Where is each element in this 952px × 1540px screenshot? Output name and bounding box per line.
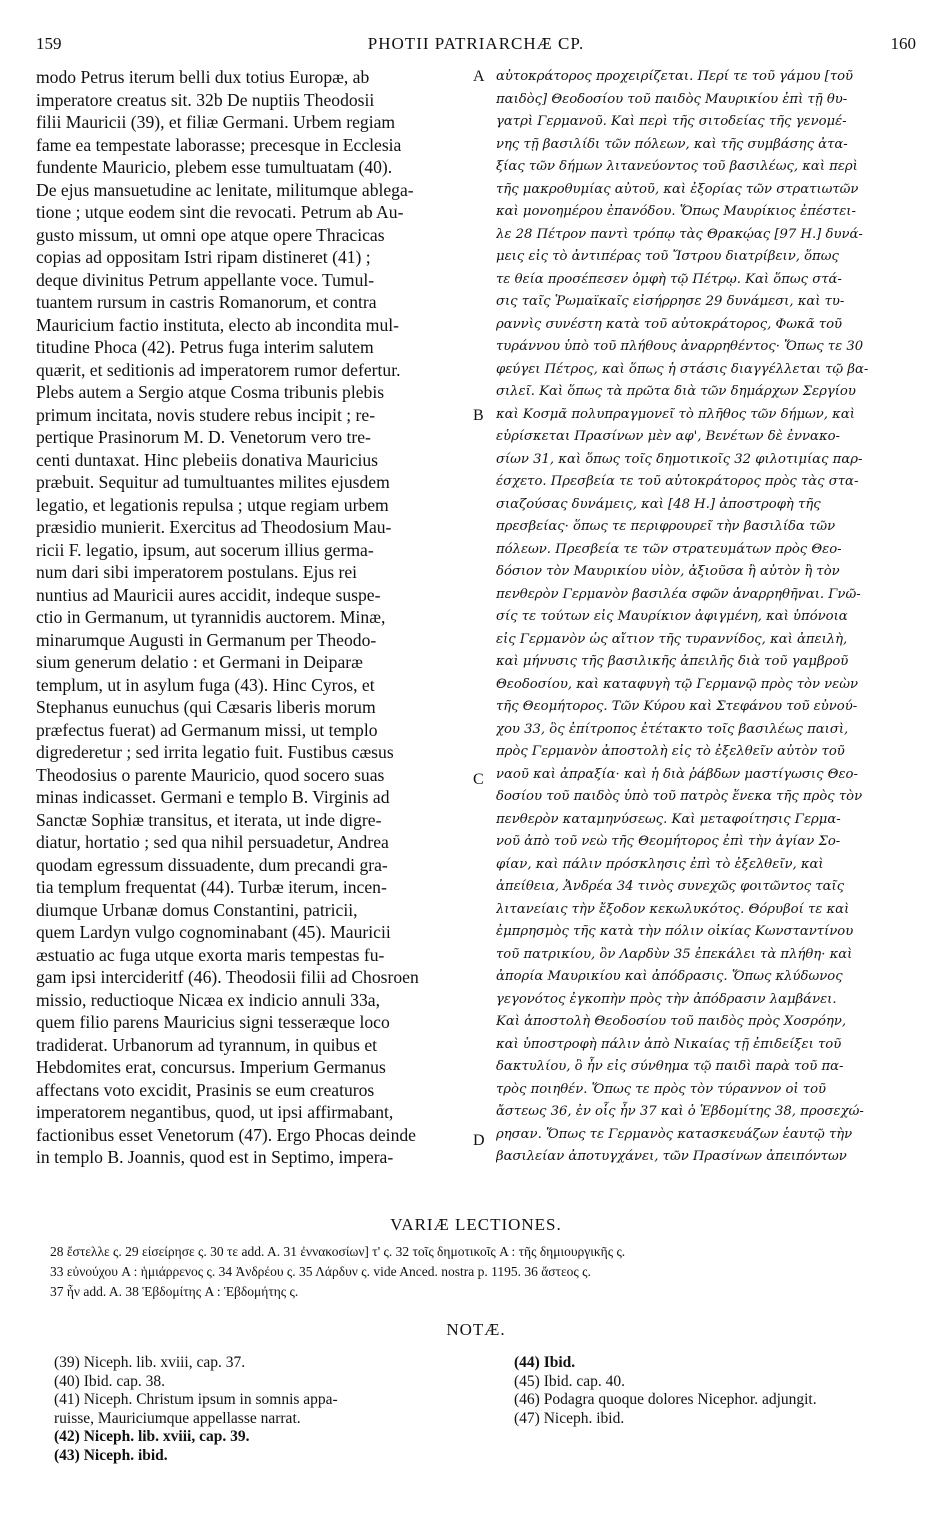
margin-marker-b: B bbox=[473, 407, 484, 424]
greek-text-line: εὑρίσκεται Πρασίνων μὲν αφ', Βενέτων δὲ ἐννακο- bbox=[496, 429, 841, 444]
latin-text-line: Plebs autem a Sergio atque Cosma tribunis plebis bbox=[36, 382, 385, 402]
latin-text-line: tradiderat. Urbanorum ad tyrannum, in quibus et bbox=[36, 1034, 378, 1055]
greek-text-line: ραννὶς συνέστη κατὰ τοῦ αὐτοκράτορος, Φωκᾶ τοῦ bbox=[496, 316, 843, 332]
latin-text-line: nuntius ad Mauricii aures accidit, indeque suspe- bbox=[36, 584, 381, 605]
latin-text-line: diumque Urbanæ domus Constantini, patricii, bbox=[36, 899, 358, 920]
note-item: (47) Niceph. ibid. bbox=[514, 1409, 625, 1427]
latin-text-line: centi duntaxat. Hinc plebeiis donativa Mauricius bbox=[36, 449, 379, 470]
greek-text-line: τοῦ πατρικίου, ὃν Λαρδὺν 35 ἐπεκάλει τὰ πλήθη· καὶ bbox=[496, 946, 853, 962]
latin-text-line: tione ; utque eodem sint die revocati. Petrum ab Au- bbox=[36, 202, 404, 222]
notes-left bbox=[54, 1354, 474, 1465]
latin-text-line: in templo B. Joannis, quod est in Septimo, impera- bbox=[36, 1147, 394, 1167]
notae-heading: NOTÆ. bbox=[446, 1320, 506, 1339]
latin-text-line: templum, ut in asylum fuga (43). Hinc Cyros, et bbox=[36, 674, 375, 695]
latin-column bbox=[36, 66, 464, 1169]
greek-text-line: χου 33, ὃς ἐπίτροπος ἐτέτακτο τοῖς βασιλέως παισὶ, bbox=[496, 721, 849, 737]
variae-line: 28 ἔστελλε ς. 29 εἰσείρησε ς. 30 τε add. A. 31 ἐννακοσίων] τ' ς. 32 τοῖς δημοτικοῖς A : τῆς δημιουργικῆς ς. bbox=[50, 1244, 626, 1259]
variae-heading: VARIÆ LECTIONES. bbox=[390, 1215, 562, 1234]
page-number-left: 159 bbox=[36, 34, 62, 53]
greek-text-line: τῆς μακροθυμίας αὐτοῦ, καὶ ἐξορίας τῶν στρατιωτῶν bbox=[496, 181, 859, 197]
greek-text-line: καὶ ὑποστροφὴ πάλιν ἀπὸ Νικαίας τῇ ἐπιδείξει τοῦ bbox=[496, 1036, 842, 1052]
margin-marker-a: A bbox=[473, 68, 485, 85]
greek-text-line: πρεσβείας· ὅπως τε περιφρουρεῖ τὴν βασιλίδα τῶν bbox=[496, 519, 836, 534]
greek-text-line: λιτανείαις τὴν ἔξοδον κεκωλυκότος. Θόρυβοί τε καὶ bbox=[496, 901, 850, 917]
greek-text-line: πόλεων. Πρεσβεία τε τῶν στρατευμάτων πρὸς Θεο- bbox=[496, 541, 842, 557]
variae-lectiones bbox=[50, 1242, 930, 1302]
greek-text-line: δοσίου τοῦ παιδὸς ὑπὸ τοῦ πατρὸς ἕνεκα τῆς πρὸς τὸν bbox=[496, 789, 863, 804]
running-header bbox=[36, 34, 916, 58]
note-item: (40) Ibid. cap. 38. bbox=[54, 1372, 166, 1390]
latin-text-line: fame ea tempestate laborasse; precesque in Ecclesia bbox=[36, 134, 402, 155]
greek-text-line: δόσιον τὸν Μαυρικίου υἱὸν, ἀξιοῦσα ἢ αὐτὸν ἢ τὸν bbox=[496, 564, 840, 579]
greek-text-line: τῆς Θεομήτορος. Τῶν Κύρου καὶ Στεφάνου τοῦ εὐνού- bbox=[496, 699, 858, 714]
latin-text-line: Mauricium factio instituta, electo ab incondita mul- bbox=[36, 314, 400, 335]
greek-text-line: σις ταῖς Ῥωμαϊκαῖς εἰσήρρησε 29 δυνάμεσι, καὶ τυ- bbox=[496, 294, 845, 309]
greek-text-line: καὶ μονοημέρου ἐπανόδου. Ὅπως Μαυρίκιος ἐπέστει- bbox=[496, 204, 856, 219]
latin-text-line: præbuit. Sequitur ad tumultuantes milites ejusdem bbox=[36, 472, 390, 492]
latin-text-line: imperatore creatus sit. 32b De nuptiis Theodosii bbox=[36, 89, 375, 110]
greek-text-line: γεγονότος ἐγκοπὴν πρὸς τὴν ἀπόδρασιν λαμβάνει. bbox=[496, 991, 837, 1007]
latin-text-line: ctio in Germanum, ut tyrannidis auctorem. Minæ, bbox=[36, 607, 386, 627]
note-item: ruisse, Mauriciumque appellasse narrat. bbox=[54, 1409, 301, 1427]
greek-text-line: ρησαν. Ὅπως τε Γερμανὸς κατασκευάζων ἑαυτῷ τὴν bbox=[496, 1126, 853, 1142]
latin-text-line: gam ipsi intercideritf (46). Theodosii filii ad Chosroen bbox=[36, 967, 419, 987]
greek-text-line: ἄστεως 36, ἐν οἷς ἦν 37 καὶ ὁ Ἑβδομίτης 38, προσεχώ- bbox=[496, 1104, 864, 1119]
running-title: PHOTII PATRIARCHÆ CP. bbox=[367, 34, 585, 53]
greek-text-line: παιδὸς] Θεοδοσίου τοῦ παιδὸς Μαυρικίου ἐπὶ τῇ θυ- bbox=[496, 91, 848, 107]
latin-text-line: legatio, et legationis repulsa ; utque regiam urbem bbox=[36, 494, 389, 515]
greek-text-line: ἀπορία Μαυρικίου καὶ ἀπόδρασις. Ὅπως κλύδωνος bbox=[496, 969, 843, 984]
greek-text-line: καὶ Κοσμᾶ πολυπραγμονεῖ τὸ πλῆθος τῶν δήμων, καὶ bbox=[496, 406, 855, 422]
latin-text-line: digrederetur ; sed irrita legatio fuit. Fustibus cæsus bbox=[36, 742, 394, 762]
note-item: (44) Ibid. bbox=[514, 1354, 576, 1371]
variae-line: 37 ἦν add. A. 38 Ἑβδομίτης A : Ἑβδομήτης ς. bbox=[50, 1284, 299, 1299]
latin-text-line: titudine Phoca (42). Petrus fuga interim salutem bbox=[36, 337, 374, 357]
greek-text-line: ἀπείθεια, Ἀνδρέα 34 τινὸς συνεχῶς φοιτῶντος ταῖς bbox=[496, 879, 845, 894]
greek-text-line: πενθερὸν Γερμανὸν βασιλέα σφῶν ἀναρρηθῆναι. Γνῶ- bbox=[496, 586, 861, 602]
greek-text-line: σιλεῖ. Καὶ ὅπως τὰ πρῶτα διὰ τῶν δημάρχων Σεργίου bbox=[496, 384, 856, 399]
latin-text-line: imperatorem negantibus, quod, ut ipsi affirmabant, bbox=[36, 1102, 394, 1122]
greek-text-line: γατρὶ Γερμανοῦ. Καὶ περὶ τῆς σιτοδείας τῆς γενομέ- bbox=[496, 114, 847, 129]
latin-text-line: æstuatio ac fuga utque exorta maris tempestas fu- bbox=[36, 944, 385, 965]
greek-text-line: νης τῇ βασιλίδι τῶν πόλεων, καὶ τῆς συμβάσης ἀτα- bbox=[496, 136, 848, 152]
latin-text-line: sium generum delatio : et Germani in Deiparæ bbox=[36, 652, 363, 672]
greek-text-line: λε 28 Πέτρον παντὶ τρόπῳ τὰς Θρακῴας [97 Η.] δυνά- bbox=[496, 226, 863, 242]
greek-column bbox=[496, 66, 918, 1169]
greek-text-line: καὶ μήνυσις τῆς βασιλικῆς ἀπειλῆς διὰ τοῦ γαμβροῦ bbox=[496, 654, 849, 669]
greek-text-line: ξίας τῶν δήμων λιτανεύοντος τοῦ βασιλέως, καὶ περὶ bbox=[496, 159, 858, 174]
latin-text-line: quærit, et seditionis ad imperatorem rumor defertur. bbox=[36, 359, 401, 380]
greek-text-line: Θεοδοσίου, καὶ καταφυγὴ τῷ Γερμανῷ πρὸς τὸν νεὼν bbox=[496, 676, 859, 692]
latin-text-line: Stephanus eunuchus (qui Cæsaris liberis morum bbox=[36, 697, 376, 717]
latin-text-line: tuantem rursum in castris Romanorum, et contra bbox=[36, 292, 377, 312]
latin-text-line: primum incitata, novis studere rebus incipit ; re- bbox=[36, 404, 376, 425]
latin-text-line: tia templum frequentat (44). Turbæ iterum, incen- bbox=[36, 877, 387, 897]
latin-text-line: Theodosius o parente Mauricio, quod socero suas bbox=[36, 764, 385, 785]
latin-text-line: pertique Prasinorum M. D. Venetorum vero tre- bbox=[36, 427, 371, 447]
greek-text-line: αὐτοκράτορος προχειρίζεται. Περί τε τοῦ γάμου [τοῦ bbox=[496, 69, 854, 84]
latin-text-line: diatur, hortatio ; sed qua nihil persuadetur, Andrea bbox=[36, 832, 389, 852]
greek-text-line: σιαζούσας δυνάμεις, καὶ [48 Η.] ἀποστροφὴ τῆς bbox=[496, 496, 821, 512]
latin-text-line: ricii F. legatio, ipsum, aut socerum illius germa- bbox=[36, 539, 374, 560]
latin-text-line: minas indicasset. Germani e templo B. Virginis ad bbox=[36, 787, 390, 807]
latin-text-line: deque divinitus Petrum appellante voce. Tumul- bbox=[36, 269, 375, 290]
greek-text-line: ἐμπρησμὸς τῆς κατὰ τὴν πόλιν οἰκίας Κωνσταντίνου bbox=[496, 924, 854, 939]
greek-text-line: Καὶ ἀποστολὴ Θεοδοσίου τοῦ παιδὸς πρὸς Χοσρόην, bbox=[496, 1014, 847, 1029]
latin-text-line: Hebdomites erat, concursus. Imperium Germanus bbox=[36, 1057, 386, 1077]
greek-text-line: φεύγει Πέτρος, καὶ ὅπως ἡ στάσις διαγγέλλεται τῷ βα- bbox=[496, 361, 869, 377]
variae-line: 33 εὐνούχου A : ἡμιάρρενος ς. 34 Ἀνδρέου ς. 35 Λάρδυν ς. vide Anced. nostra p. 1195. 36 ἄστεος ς. bbox=[50, 1264, 591, 1279]
greek-text-line: φίαν, καὶ πάλιν πρόσκλησις ἐπὶ τὸ ἐξελθεῖν, καὶ bbox=[496, 856, 824, 872]
latin-text-line: modo Petrus iterum belli dux totius Europæ, ab bbox=[36, 67, 370, 87]
latin-text-line: quodam egressum dissuadente, dum precandi gra- bbox=[36, 854, 388, 875]
greek-text-line: μεις εἰς τὸ ἀντιπέρας τοῦ Ἴστρου διατρίβειν, ὅπως bbox=[496, 249, 839, 264]
latin-text-line: Sanctæ Sophiæ transitus, et iterata, ut inde digre- bbox=[36, 809, 382, 830]
notes-right bbox=[514, 1354, 934, 1428]
greek-text-line: νοῦ ἀπὸ τοῦ νεὼ τῆς Θεομήτορος ἐπὶ τὴν ἁγίαν Σο- bbox=[496, 834, 841, 849]
margin-marker-d: D bbox=[473, 1132, 485, 1149]
greek-text-line: σίς τε τούτων εἰς Μαυρίκιον ἀφιγμένη, καὶ ὑπόνοια bbox=[496, 609, 848, 624]
note-item: (45) Ibid. cap. 40. bbox=[514, 1372, 626, 1390]
latin-text-line: factionibus esset Venetorum (47). Ergo Phocas deinde bbox=[36, 1124, 416, 1145]
greek-text-line: έσχετο. Πρεσβεία τε τοῦ αὐτοκράτορος πρὸς τὰς στα- bbox=[496, 474, 859, 489]
greek-text-line: δακτυλίου, ὃ ἦν εἰς σύνθημα τῷ παιδὶ παρὰ τοῦ πα- bbox=[496, 1059, 844, 1074]
note-item: (43) Niceph. ibid. bbox=[54, 1446, 168, 1464]
page-number-right: 160 bbox=[890, 34, 916, 53]
greek-text-line: εἰς Γερμανὸν ὡς αἴτιον τῆς τυραννίδος, καὶ ἀπειλὴ, bbox=[496, 631, 848, 647]
latin-text-line: gusto missum, ut omni ope atque opere Thracicas bbox=[36, 224, 385, 245]
latin-text-line: minarumque Augusti in Germanum per Theodo- bbox=[36, 629, 377, 650]
note-item: (46) Podagra quoque dolores Nicephor. adjungit. bbox=[514, 1391, 817, 1408]
latin-text-line: filii Mauricii (39), et filiæ Germani. Urbem regiam bbox=[36, 112, 396, 132]
latin-text-line: missio, reductioque Nicæa ex indicio annuli 33a, bbox=[36, 989, 380, 1010]
note-item: (39) Niceph. lib. xviii, cap. 37. bbox=[54, 1354, 246, 1371]
latin-text-line: quem filio parens Mauricius signi tesseræque loco bbox=[36, 1012, 390, 1032]
note-item: (42) Niceph. lib. xviii, cap. 39. bbox=[54, 1428, 250, 1445]
latin-text-line: præsidio munierit. Exercitus ad Theodosium Mau- bbox=[36, 517, 392, 537]
latin-text-line: præfectus fuerat) ad Germanum missi, ut templo bbox=[36, 719, 378, 740]
latin-text-line: affectans voto excidit, Prasinis se eum creaturos bbox=[36, 1079, 375, 1100]
greek-text-line: πρὸς Γερμανὸν ἀποστολὴ εἰς τὸ ἐξελθεῖν αὐτὸν τοῦ bbox=[496, 744, 845, 759]
latin-text-line: copias ad oppositam Istri ripam distineret (41) ; bbox=[36, 247, 371, 267]
greek-text-line: πενθερὸν καταμηνύσεως. Καὶ μεταφοίτησις Γερμα- bbox=[496, 811, 841, 827]
latin-text-line: De ejus mansuetudine ac lenitate, militumque ablega- bbox=[36, 179, 414, 200]
greek-text-line: σίων 31, καὶ ὅπως τοῖς δημοτικοῖς 32 φιλοτιμίας παρ- bbox=[496, 451, 863, 467]
latin-text-line: num dari sibi imperatorem postulans. Ejus rei bbox=[36, 562, 358, 582]
greek-text-line: τυράννου ὑπὸ τοῦ πλήθους ἀναρρηθέντος· Ὅπως τε 30 bbox=[496, 339, 864, 354]
latin-text-line: fundente Mauricio, plebem esse tumultuatam (40). bbox=[36, 157, 393, 177]
greek-text-line: τρὸς ποιηθέν. Ὅπως τε πρὸς τὸν τύραννον οἱ τοῦ bbox=[496, 1081, 827, 1097]
latin-text-line: quem Lardyn vulgo cognominabant (45). Mauricii bbox=[36, 922, 391, 942]
greek-text-line: βασιλείαν ἀποτυγχάνει, τῶν Πρασίνων ἀπειπόντων bbox=[496, 1149, 847, 1164]
margin-marker-c: C bbox=[473, 771, 484, 788]
greek-text-line: ναοῦ καὶ ἀπραξία· καὶ ἡ διὰ ῥάβδων μαστίγωσις Θεο- bbox=[496, 766, 858, 782]
note-item: (41) Niceph. Christum ipsum in somnis appa- bbox=[54, 1391, 338, 1408]
greek-text-line: τε θεία προσέπεσεν ὀμφὴ τῷ Πέτρῳ. Καὶ ὅπως στά- bbox=[496, 271, 842, 287]
